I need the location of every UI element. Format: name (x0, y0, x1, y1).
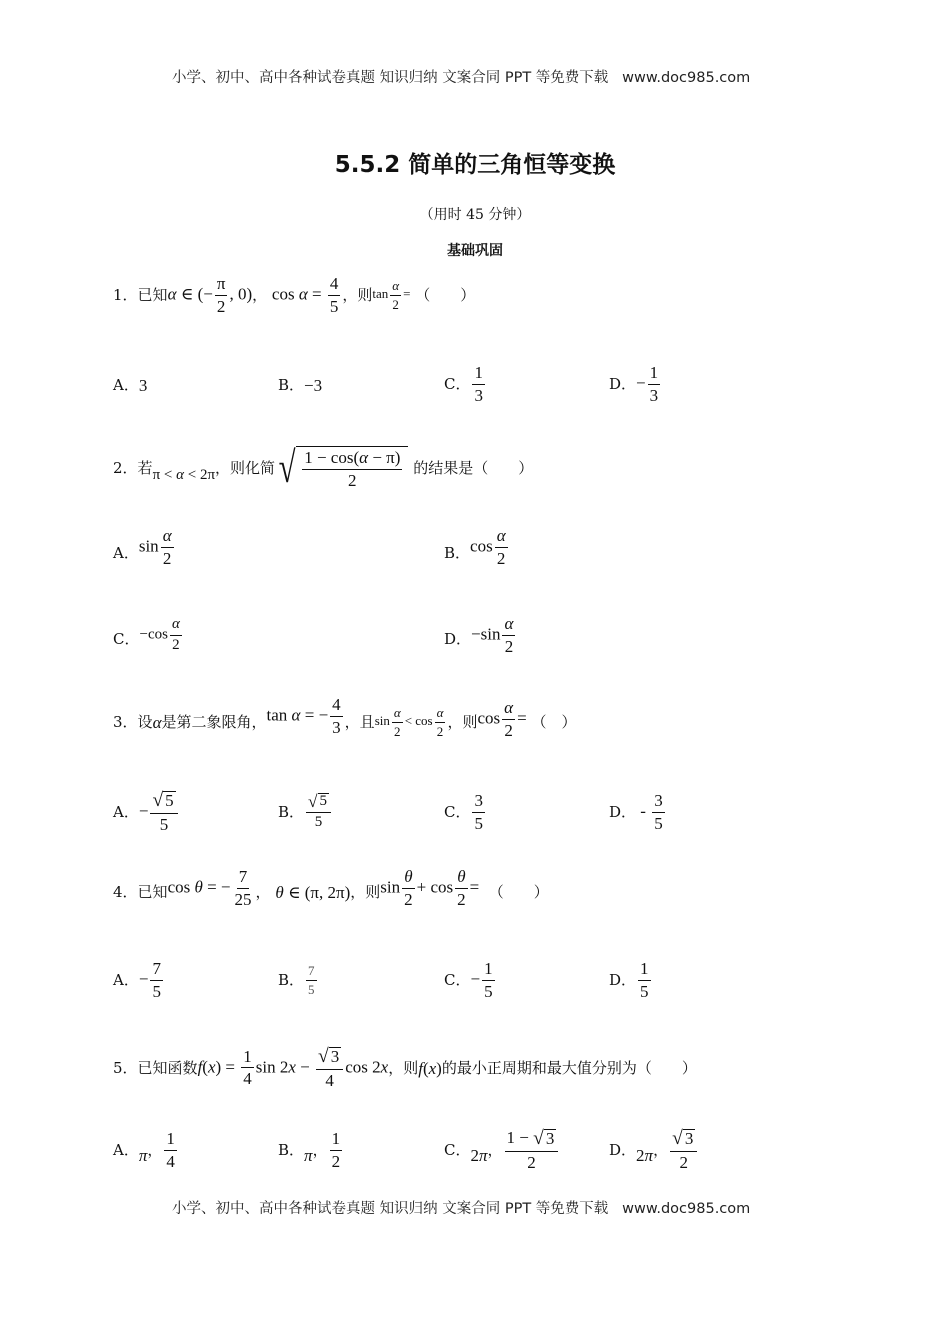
q1-option-b[interactable]: B． −3 (278, 375, 323, 395)
page-title: 5.5.2 简单的三角恒等变换 (334, 152, 616, 178)
q1-option-d[interactable]: D． − $\frac{1}{3}$ (609, 362, 659, 405)
question-1: 1． 已知 α ∈ (− $\frac{\pi}{2}$ , 0) ， cos α = $\frac{4}{5}$ ，则 tan $\frac{\alpha}{2}$ = （ ） (113, 273, 476, 316)
q5-option-a[interactable]: A． π ， $\frac{1}{4}$ (113, 1128, 175, 1171)
page-header (172, 66, 750, 87)
q3-option-d[interactable]: D． - $\frac{3}{5}$ (609, 790, 663, 833)
question-4: 4． 已知 cos θ = − $\frac{7}{25}$ ， θ ∈ (π, 2π) ，则 sin $\frac{\theta}{2}$ + cos $\frac{\theta}{2}$ = （ ） (113, 866, 549, 909)
q3-option-c[interactable]: C． $\frac{3}{5}$ (444, 790, 483, 833)
q5-option-d[interactable]: D． 2π ， √ 3 2 (609, 1122, 699, 1178)
footer-site-link[interactable]: www.doc985.com (622, 1201, 751, 1217)
q2-option-b[interactable]: B． cos $\frac{\alpha}{2}$ (444, 525, 506, 568)
q1-option-a[interactable]: A． 3 (113, 375, 148, 395)
q3-formula-tan: tan α = − $\frac{4}{3}$ (266, 694, 341, 737)
q4-formula-range: θ ∈ (π, 2π) (275, 882, 351, 902)
q2-formula-sqrt: √ $\frac{1 - \cos(\alpha - \pi)}{2}$ (275, 446, 408, 490)
q5-formula-function: f(x) = $\frac{1}{4}$ sin 2x − √ 3 4 cos 2x (197, 1045, 389, 1090)
q4-option-a[interactable]: A． − $\frac{7}{5}$ (113, 958, 161, 1001)
q1-formula-tan-half: tan $\frac{\alpha}{2}$ = (372, 277, 411, 312)
q1-formula-alpha-range: α ∈ (− $\frac{\pi}{2}$ , 0) (167, 273, 253, 316)
header-site-link[interactable]: www.doc985.com (622, 70, 751, 86)
q2-option-a[interactable]: A． sin $\frac{\alpha}{2}$ (113, 525, 172, 568)
q4-option-d[interactable]: D． $\frac{1}{5}$ (609, 958, 649, 1001)
q4-option-c[interactable]: C． − $\frac{1}{5}$ (444, 958, 493, 1001)
question-2: 2． 若 π < α < 2π ，则化简 √ $\frac{1 - \cos(\alpha - \pi)}{2}$ 的结果是（ ） (113, 443, 534, 492)
q2-option-d[interactable]: D． −sin $\frac{\alpha}{2}$ (444, 613, 514, 656)
question-3: 3． 设 α 是第二象限角， tan α = − $\frac{4}{3}$ ，且 sin $\frac{\alpha}{2}$ < cos $\frac{\alpha}{2}$ ，则 cos $\frac{\alpha}{2}$ = （ ） (113, 694, 577, 740)
section-heading: 基础巩固 (447, 243, 503, 259)
q4-formula-sum: sin $\frac{\theta}{2}$ + cos $\frac{\theta}{2}$ = (380, 866, 480, 909)
q2-option-c[interactable]: C． −cos $\frac{\alpha}{2}$ (113, 615, 180, 653)
q3-formula-ineq: sin $\frac{\alpha}{2}$ < cos $\frac{\alpha}{2}$ (374, 704, 444, 739)
q3-option-b[interactable]: B． √ 5 5 (278, 784, 333, 840)
q3-formula-cos-half: cos $\frac{\alpha}{2}$ = (477, 697, 527, 740)
q1-formula-cos: cos α = $\frac{4}{5}$ (271, 273, 339, 316)
time-limit: （用时 45 分钟） (419, 207, 531, 223)
q5-option-c[interactable]: C． 2π ， 1 − √ 3 2 (444, 1122, 560, 1178)
question-5: 5． 已知函数 f(x) = $\frac{1}{4}$ sin 2x − √ 3 4 cos 2x ，则 f(x) 的最小正周期和最大值分别为（ ） (113, 1045, 697, 1090)
q4-formula-cos: cos θ = − $\frac{7}{25}$ (167, 866, 252, 909)
q5-option-b[interactable]: B． π ， $\frac{1}{2}$ (278, 1128, 341, 1171)
q2-formula-range: π < α < 2π (152, 466, 216, 483)
header-text: 小学、初中、高中各种试卷真题 知识归纳 文案合同 PPT 等免费下载 (172, 70, 609, 86)
q4-option-b[interactable]: B． $\frac{7}{5}$ (278, 962, 315, 997)
q1-option-c[interactable]: C． $\frac{1}{3}$ (444, 362, 483, 405)
footer-text: 小学、初中、高中各种试卷真题 知识归纳 文案合同 PPT 等免费下载 (172, 1201, 609, 1217)
page-footer (172, 1197, 750, 1218)
q3-option-a[interactable]: A． − √ 5 5 (113, 784, 180, 840)
